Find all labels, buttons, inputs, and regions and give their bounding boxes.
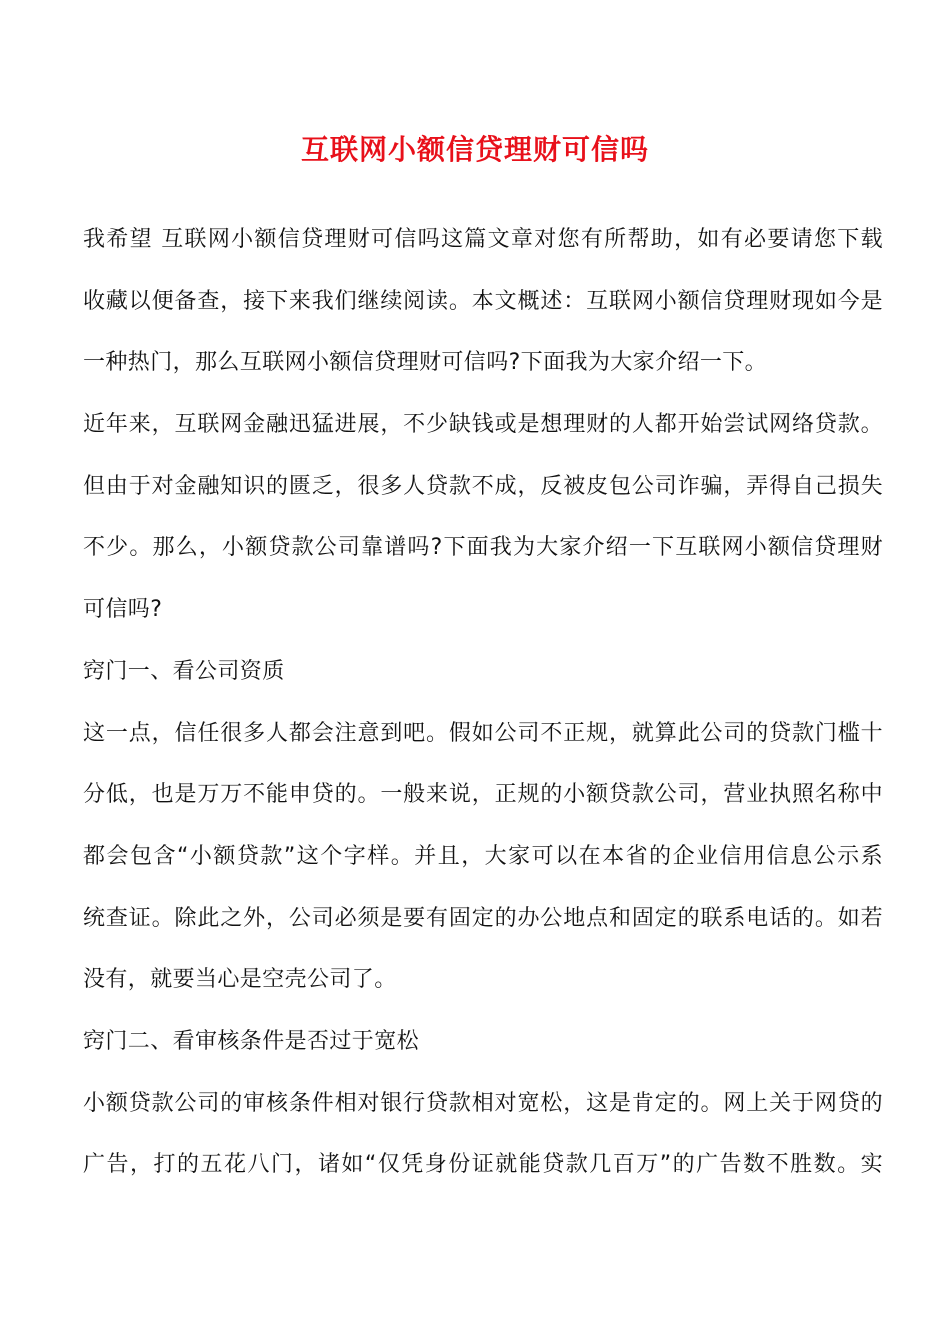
section-heading: 窍门二、看审核条件是否过于宽松 [83, 1028, 420, 1054]
body-line: 这一点，信任很多人都会注意到吧。假如公司不正规，就算此公司的贷款门槛十 [83, 720, 883, 746]
body-line: 不少。那么，小额贷款公司靠谱吗?下面我为大家介绍一下互联网小额信贷理财 [83, 535, 883, 561]
body-line: 可信吗? [83, 597, 163, 623]
body-line: 但由于对金融知识的匮乏，很多人贷款不成，反被皮包公司诈骗，弄得自己损失 [83, 473, 883, 499]
document-title: 互联网小额信贷理财可信吗 [300, 133, 649, 166]
body-line: 近年来，互联网金融迅猛进展，不少缺钱或是想理财的人都开始尝试网络贷款。 [83, 412, 883, 438]
document-body [83, 218, 883, 1205]
body-line: 分低，也是万万不能申贷的。一般来说，正规的小额贷款公司，营业执照名称中 [83, 782, 883, 808]
body-line: 统查证。除此之外，公司必须是要有固定的办公地点和固定的联系电话的。如若 [83, 905, 883, 931]
body-line: 小额贷款公司的审核条件相对银行贷款相对宽松，这是肯定的。网上关于网贷的 [83, 1090, 883, 1116]
body-line: 都会包含“小额贷款”这个字样。并且，大家可以在本省的企业信用信息公示系 [83, 843, 883, 869]
section-heading: 窍门一、看公司资质 [83, 658, 285, 684]
body-line: 一种热门，那么互联网小额信贷理财可信吗?下面我为大家介绍一下。 [83, 350, 768, 376]
body-line: 没有，就要当心是空壳公司了。 [83, 967, 397, 993]
body-line: 广告，打的五花八门，诸如“仅凭身份证就能贷款几百万”的广告数不胜数。实 [83, 1152, 883, 1178]
body-line: 我希望 互联网小额信贷理财可信吗这篇文章对您有所帮助，如有必要请您下载 [83, 227, 883, 252]
body-line: 收藏以便备查，接下来我们继续阅读。本文概述：互联网小额信贷理财现如今是 [83, 288, 883, 314]
